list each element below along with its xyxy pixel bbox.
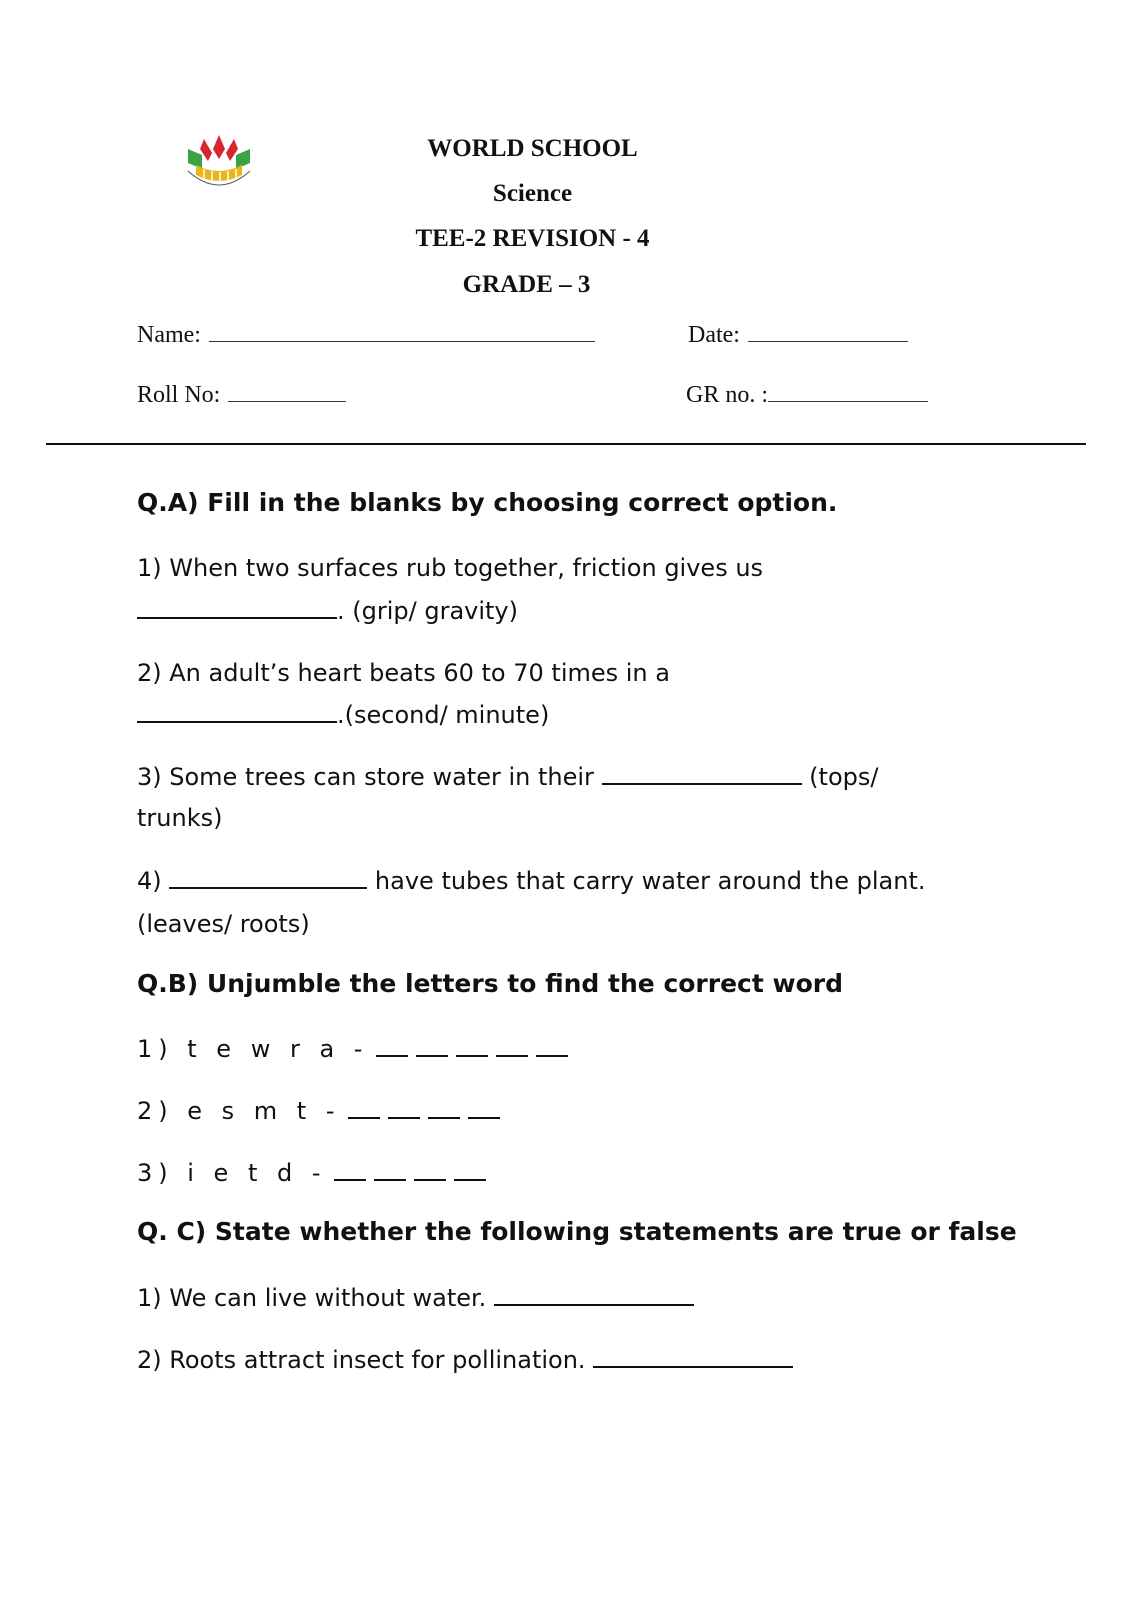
letter-blank[interactable] [334,1161,366,1181]
question-a4-number: 4) [137,867,162,895]
date-field[interactable] [688,322,908,349]
question-a2-line1: 2) An adult’s heart beats 60 to 70 times in a [137,659,670,687]
unjumble-letters-3: 3) i e t d - [137,1159,327,1187]
question-a3-line2: trunks) [137,804,223,832]
answer-blank-a1[interactable] [137,597,337,619]
question-a1-line2 [137,596,518,626]
section-c-heading: Q. C) State whether the following statements are true or false [137,1217,1017,1246]
question-a1-options: . (grip/ gravity) [337,597,518,625]
letter-blank[interactable] [348,1099,380,1119]
roll-field[interactable] [137,382,346,409]
subject-title: Science [492,180,573,207]
grade-title: GRADE – 3 [462,271,591,298]
question-a2-options: .(second/ minute) [337,701,550,729]
name-label: Name: [137,322,201,348]
unjumble-letters-2: 2) e s m t - [137,1097,341,1125]
letter-blank[interactable] [468,1099,500,1119]
roll-line[interactable] [228,383,346,402]
exam-title: TEE-2 REVISION - 4 [415,225,650,252]
section-a-heading: Q.A) Fill in the blanks by choosing correct option. [137,488,838,517]
question-a4-text: have tubes that carry water around the plant. [374,867,926,895]
question-a3-text: 3) Some trees can store water in their [137,763,594,791]
letter-blank[interactable] [388,1099,420,1119]
question-a4-line2: (leaves/ roots) [137,910,310,938]
question-a2-line2 [137,700,549,730]
question-a1-line1: 1) When two surfaces rub together, friction gives us [137,554,764,582]
answer-blank-a2[interactable] [137,701,337,723]
date-line[interactable] [748,323,908,342]
unjumble-item-1 [137,1034,576,1064]
gr-field[interactable] [686,382,928,409]
section-b-heading: Q.B) Unjumble the letters to find the correct word [137,969,844,998]
gr-line[interactable] [768,383,928,402]
unjumble-item-3 [137,1158,494,1188]
true-false-statement-1: 1) We can live without water. [137,1284,487,1312]
answer-blank-c1[interactable] [494,1284,694,1306]
letter-blank[interactable] [454,1161,486,1181]
letter-blank[interactable] [414,1161,446,1181]
header-divider [46,443,1086,445]
letter-blank[interactable] [536,1037,568,1057]
letter-blank[interactable] [374,1161,406,1181]
answer-blank-a4[interactable] [169,867,367,889]
letter-blank[interactable] [456,1037,488,1057]
letter-blank[interactable] [376,1037,408,1057]
date-label: Date: [688,322,740,348]
letter-blank[interactable] [416,1037,448,1057]
question-a3-line1 [137,762,878,792]
unjumble-letters-1: 1) t e w r a - [137,1035,369,1063]
answer-blank-c2[interactable] [593,1346,793,1368]
unjumble-item-2 [137,1096,508,1126]
question-a4-line1 [137,866,926,896]
roll-label: Roll No: [137,382,221,408]
question-a3-options: (tops/ [809,763,879,791]
gr-label: GR no. : [686,382,769,408]
letter-blank[interactable] [496,1037,528,1057]
answer-blank-a3[interactable] [602,763,802,785]
true-false-item-2 [137,1345,793,1375]
true-false-statement-2: 2) Roots attract insect for pollination. [137,1346,586,1374]
school-name: WORLD SCHOOL [427,135,638,162]
name-field[interactable] [137,322,595,349]
true-false-item-1 [137,1283,694,1313]
letter-blank[interactable] [428,1099,460,1119]
name-line[interactable] [209,323,595,342]
